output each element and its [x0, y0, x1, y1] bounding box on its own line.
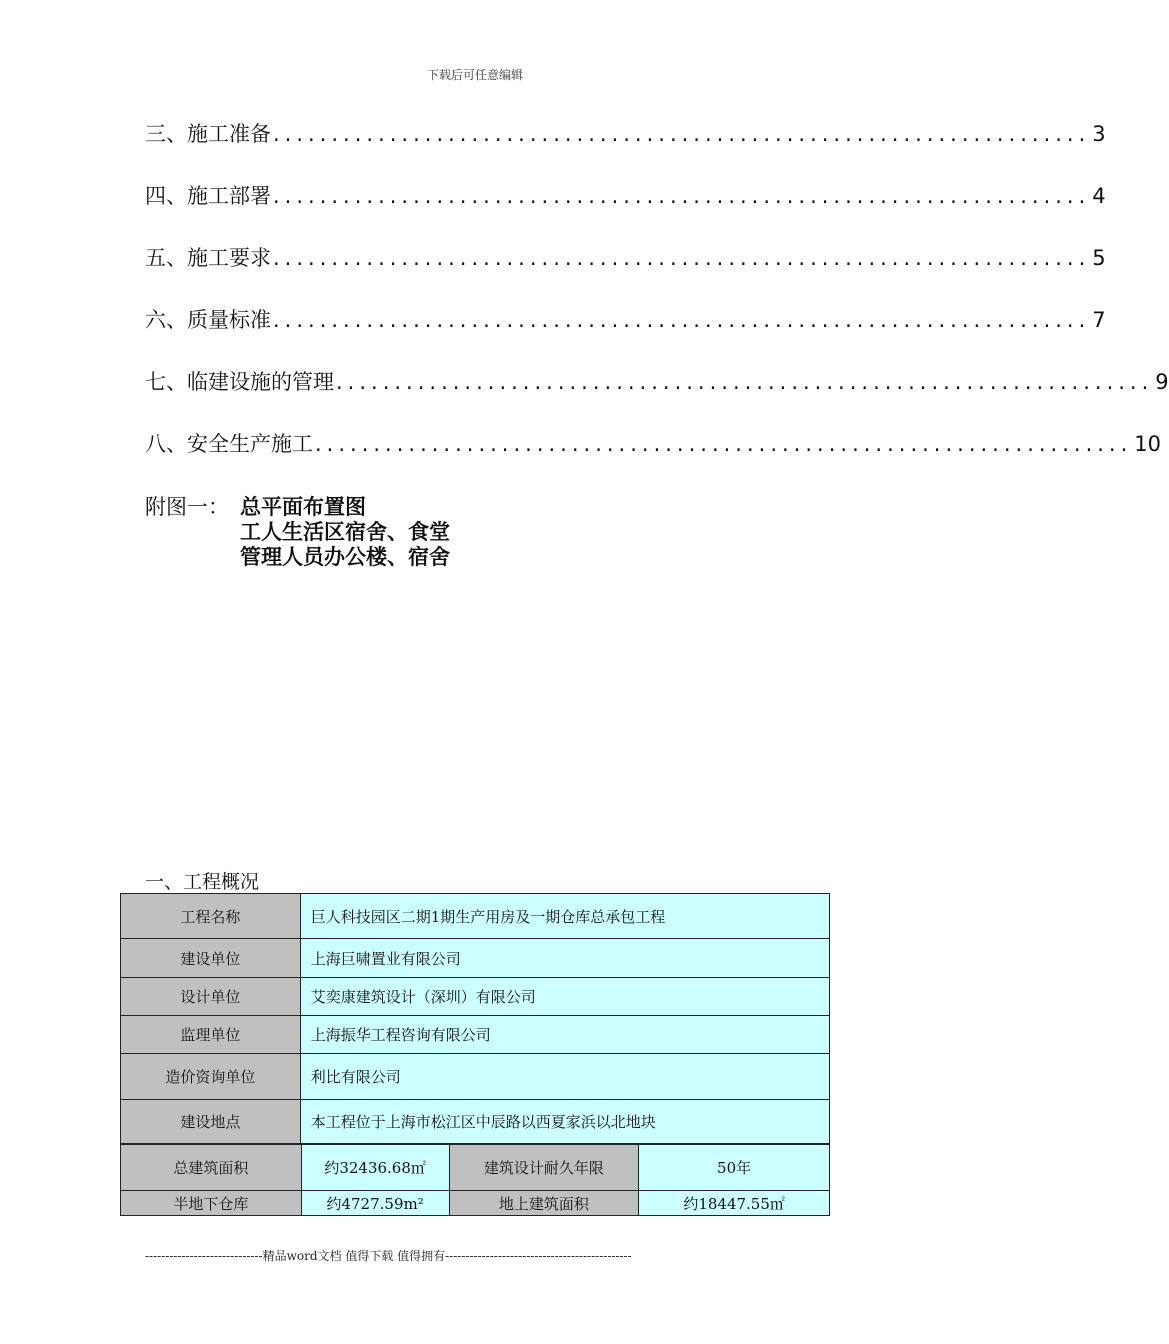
row-label: 工程名称: [121, 894, 301, 939]
toc-leader: ......................................................................: [273, 184, 1091, 208]
toc-entry-label: 四、施工部署: [145, 184, 271, 208]
area-summary-table: [120, 1144, 830, 1216]
row-value: 艾奕康建筑设计（深圳）有限公司: [300, 978, 829, 1016]
toc-entry[interactable]: [145, 180, 1106, 242]
section-title: 一、工程概况: [145, 871, 260, 893]
grid-label: 半地下仓库: [121, 1191, 302, 1216]
toc-entry-label: 三、施工准备: [145, 122, 271, 146]
toc-leader: ......................................................................: [336, 370, 1154, 394]
appendix-items: [240, 495, 450, 570]
toc-leader: ......................................................................: [273, 308, 1091, 332]
table-row: [121, 1016, 830, 1054]
grid-label: 地上建筑面积: [449, 1191, 639, 1216]
row-value: 上海振华工程咨询有限公司: [300, 1016, 829, 1054]
table-of-contents: [145, 118, 1169, 490]
grid-label: 总建筑面积: [121, 1145, 302, 1191]
table-row: [121, 939, 830, 978]
toc-entry-label: 五、施工要求: [145, 246, 271, 270]
table-row: [121, 1100, 830, 1144]
toc-entry[interactable]: [145, 366, 1169, 428]
appendix-item: 工人生活区宿舍、食堂: [240, 520, 450, 544]
row-value: 巨人科技园区二期1期生产用房及一期仓库总承包工程: [300, 894, 829, 939]
page-header: 下载后可任意编辑: [426, 68, 523, 82]
toc-entry-page: 3: [1092, 122, 1106, 146]
toc-entry-page: 10: [1134, 432, 1162, 456]
toc-entry-label: 六、质量标准: [145, 308, 271, 332]
toc-leader: ......................................................................: [273, 246, 1091, 270]
table-row: [121, 1145, 830, 1191]
row-value: 利比有限公司: [300, 1054, 829, 1100]
toc-leader: ......................................................................: [315, 432, 1133, 456]
toc-entry[interactable]: [145, 242, 1106, 304]
page-footer: -----------------------------精品word文档 值得下载 值得拥有----------------------------------------------: [145, 1249, 632, 1263]
row-label: 设计单位: [121, 978, 301, 1016]
row-label: 建设单位: [121, 939, 301, 978]
toc-entry-label: 八、安全生产施工: [145, 432, 313, 456]
table-row: [121, 978, 830, 1016]
row-label: 建设地点: [121, 1100, 301, 1144]
table-row: [121, 1054, 830, 1100]
toc-entry[interactable]: [145, 118, 1106, 180]
toc-entry[interactable]: [145, 304, 1106, 366]
toc-entry[interactable]: [145, 428, 1162, 490]
row-label: 监理单位: [121, 1016, 301, 1054]
row-label: 造价资询单位: [121, 1054, 301, 1100]
toc-entry-page: 9: [1155, 370, 1169, 394]
table-row: [121, 894, 830, 939]
row-value: 上海巨啸置业有限公司: [300, 939, 829, 978]
toc-leader: ......................................................................: [273, 122, 1091, 146]
toc-entry-page: 4: [1092, 184, 1106, 208]
grid-value: 约32436.68㎡: [301, 1145, 449, 1191]
appendix-prefix: 附图一：: [145, 495, 229, 519]
grid-label: 建筑设计耐久年限: [449, 1145, 639, 1191]
project-overview-table: [120, 893, 830, 1144]
appendix-item: 管理人员办公楼、宿舍: [240, 545, 450, 569]
appendix-item: 总平面布置图: [240, 495, 366, 519]
grid-value: 约18447.55㎡: [639, 1191, 830, 1216]
toc-entry-page: 5: [1092, 246, 1106, 270]
toc-entry-page: 7: [1092, 308, 1106, 332]
grid-value: 50年: [639, 1145, 830, 1191]
row-value: 本工程位于上海市松江区中辰路以西夏家浜以北地块: [300, 1100, 829, 1144]
table-row: [121, 1191, 830, 1216]
toc-entry-label: 七、临建设施的管理: [145, 370, 334, 394]
grid-value: 约4727.59m²: [301, 1191, 449, 1216]
